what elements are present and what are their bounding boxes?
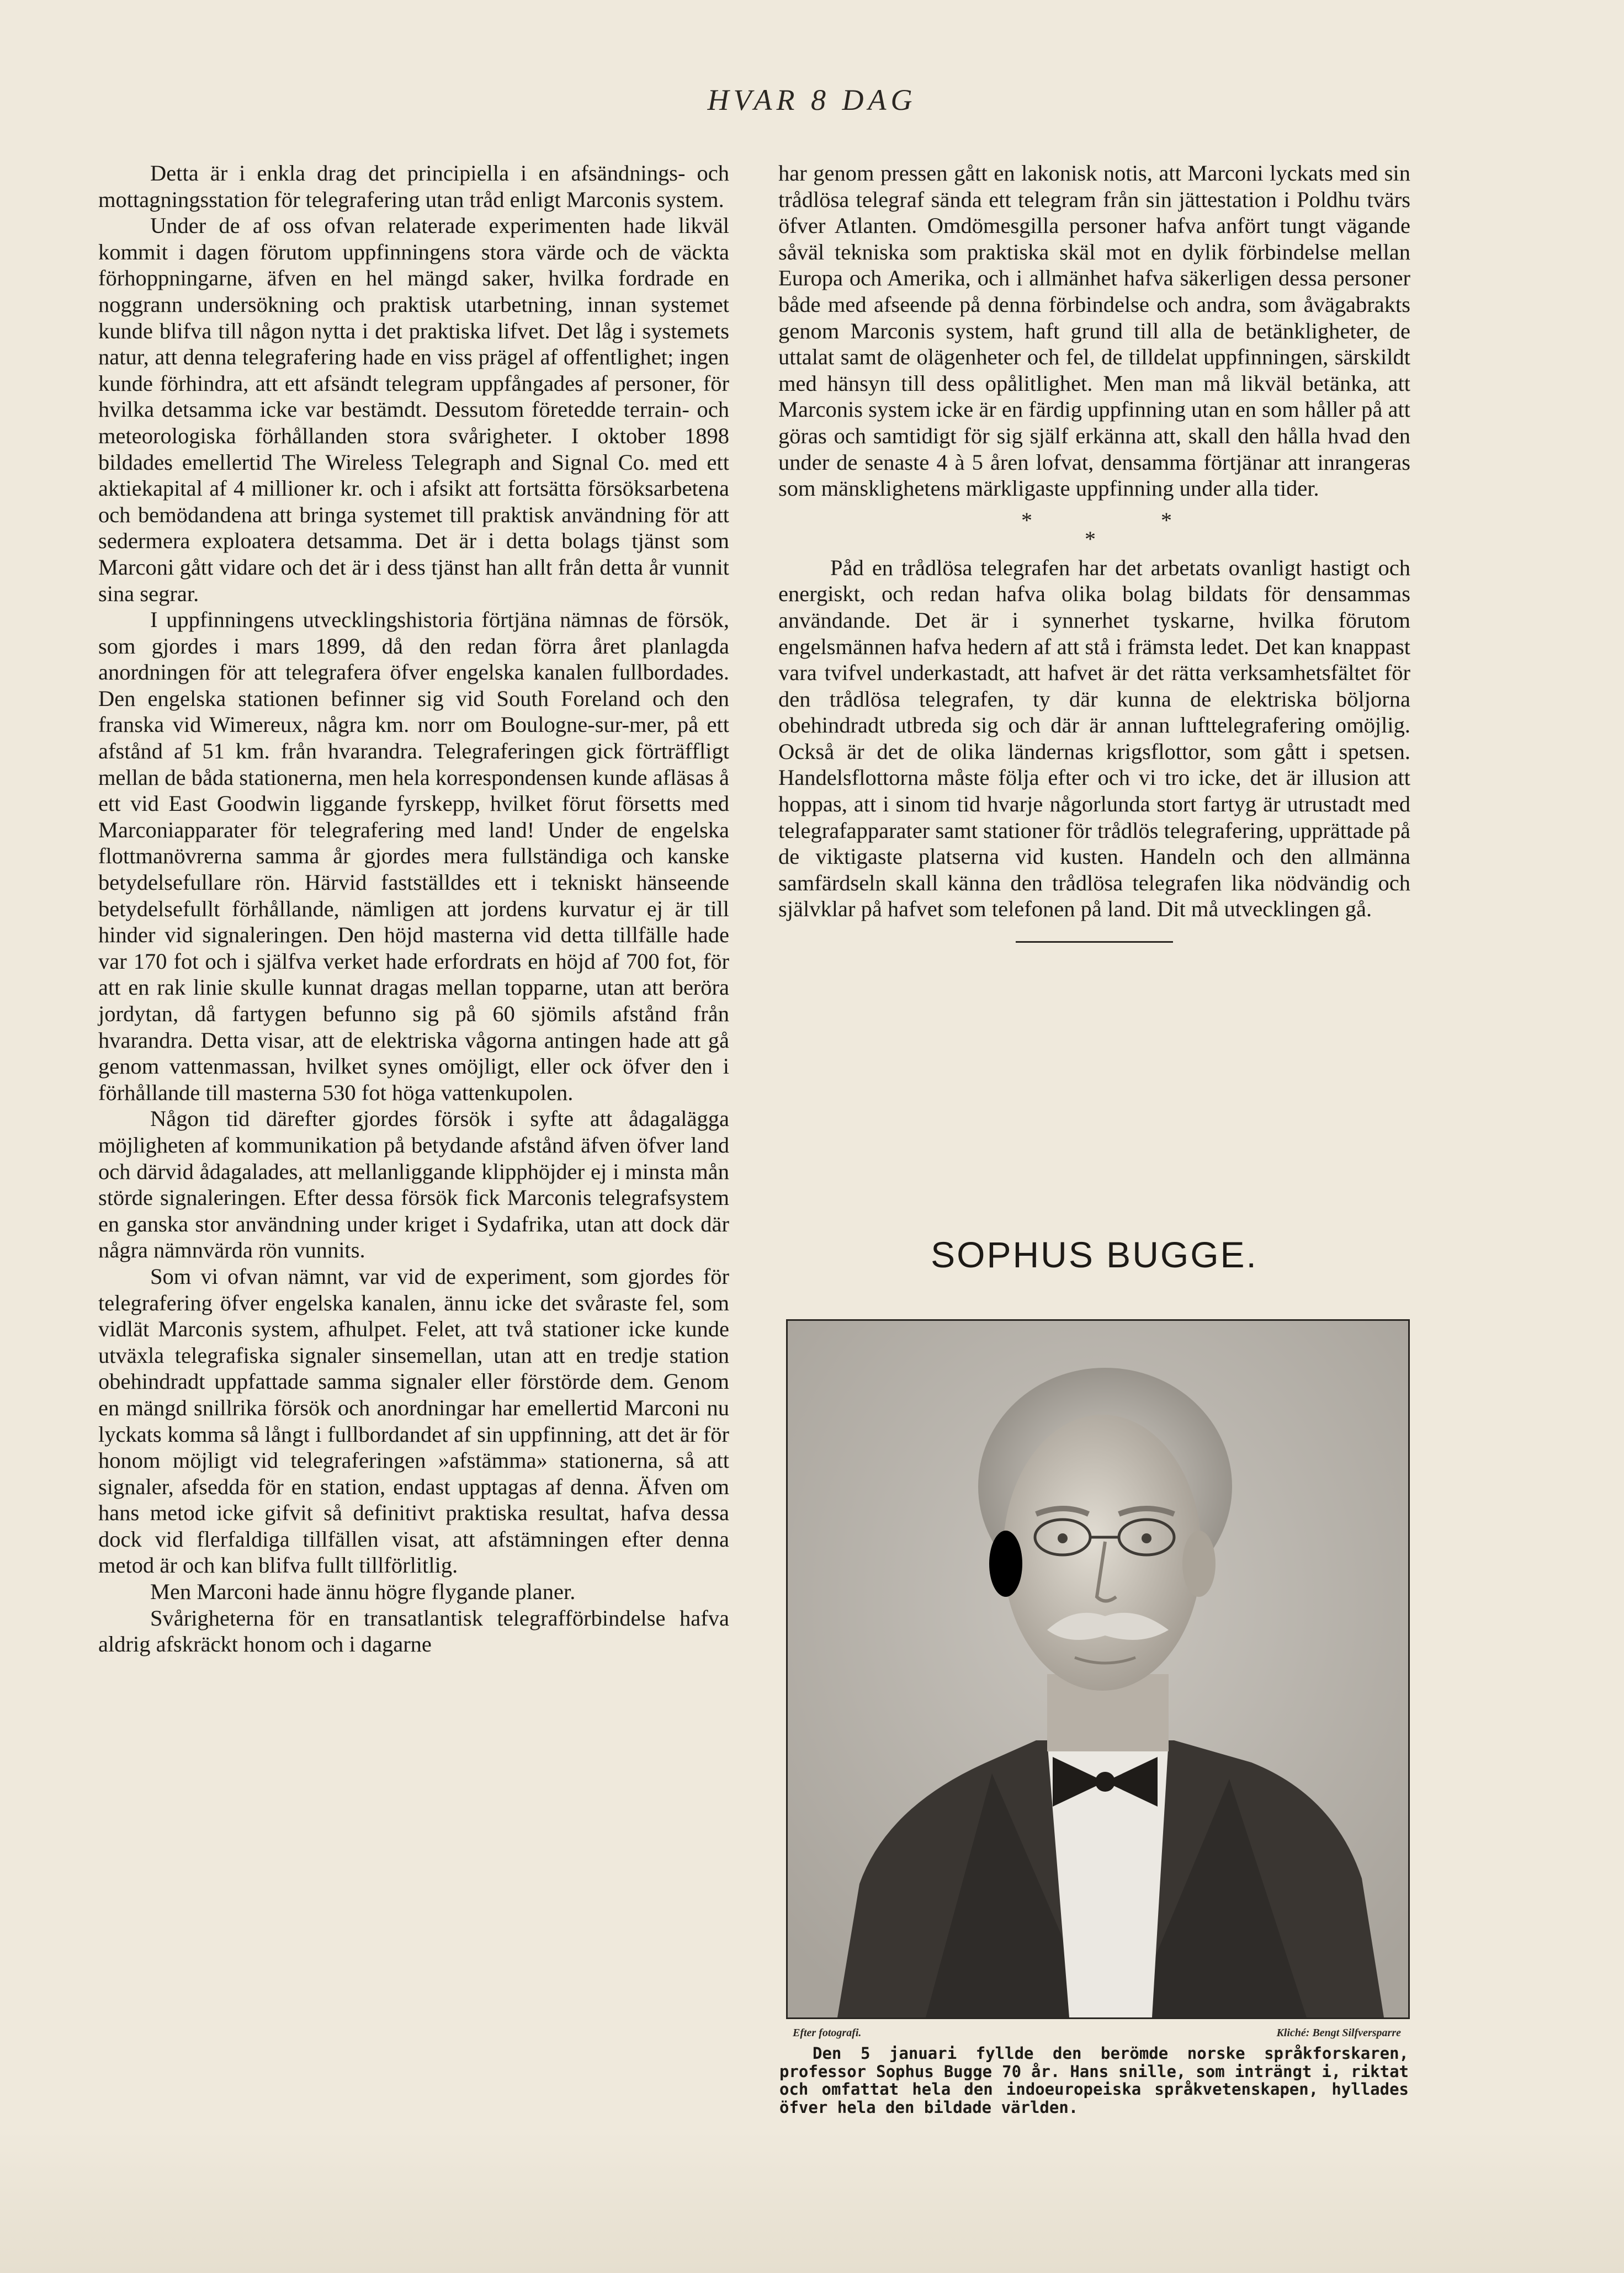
paragraph: Någon tid därefter gjordes försök i syfte att ådagalägga möjligheten af kommunikation på betydande afstånd äfven öfver land och därvid ådagalades, att mellanliggande klipphöjder ej i minsta mån störde signaleringen. Efter dessa försök fick Marconis telegrafsystem en ganska stor användning under kriget i Sydafrika, utan att dock där några nämnvärda rön vunnits. [98,1106,729,1263]
star-glyph: * [1021,507,1032,533]
paragraph: Men Marconi hade ännu högre flygande planer. [150,1579,576,1605]
paragraph: Under de af oss ofvan relaterade experimenten hade likväl kommit i dagen förutom uppfinningens stora värde och de väckta förhoppningarne, äfven en hel mängd saker, hvilka fordrade en noggrann undersökning och praktisk utarbetning, innan systemet kunde blifva till någon nytta i det praktiska lifvet. Det låg i systemets natur, att denna telegrafering hade en viss prägel af offentlighet; ingen kunde förhindra, att ett afsändt telegram uppfångades af personer, för hvilka detsamma icke var bestämdt. Dessutom företedde terrain- och meteorologiska förhållanden stora svårigheter. I oktober 1898 bildades emellertid The Wireless Telegraph and Signal Co. med ett aktiekapital af 4 millioner kr. och i afsikt att fortsätta försöksarbetena och bemödandena att bringa systemet till praktisk användning för att sedermera exploatera detsamma. Det är i detta bolags tjänst som Marconi gått vidare och det är i dess tjänst han allt från detta år vunnit sina segrar. [98,213,729,606]
photo-caption [779,2044,1409,2116]
paragraph: har genom pressen gått en lakonisk notis, att Marconi lyckats med sin trådlösa telegraf sända ett telegram från sin jättestation i Poldhu tvärs öfver Atlanten. Omdömesgilla personer hafva anfört tungt vägande såväl tekniska som praktiska skäl mot en dylik förbindelse mellan Europa och Amerika, och i allmänhet hafva säkerligen dessa personer både med afseende på denna förbindelse och andra, som åvägabrakts genom Marconis system, haft grund till alla de betänkligheter, de uttalat samt de olägenheter och fel, de tilldelat uppfinningen, särskildt med hänsyn till dess opålitlighet. Men man må likväl betänka, att Marconis system icke är en färdig uppfinning utan en som håller på att göras och samtidigt för sig själf erkänna att, skall den hålla hvad den under de senaste 4 à 5 åren lofvat, densamma förtjänar att inrangeras som mänsklighetens märkligaste uppfinning under alla tider. [778,161,1410,501]
star-glyph: * [1161,507,1172,533]
left-column [98,160,729,1658]
article-heading: SOPHUS BUGGE. [931,1234,1258,1275]
right-column [778,160,1410,943]
paragraph: Detta är i enkla drag det principiella i en afsändnings- och mottagningsstation för telegrafering utan tråd enligt Marconis system. [98,161,729,212]
portrait-photo [786,1319,1410,2019]
running-head: HVAR 8 DAG [707,83,917,116]
photo-credit-right: Kliché: Bengt Silfversparre [1276,2027,1401,2039]
paragraph: I uppfinningens utvecklingshistoria förtjäna nämnas de försök, som gjordes i mars 1899, då den redan förra året planlagda anordningen för att telegrafera öfver engelska kanalen fullbordades. Den engelska stationen befinner sig vid South Foreland och den franska vid Wimereux, några km. norr om Boulogne-sur-mer, på ett afstånd af 51 km. från hvarandra. Telegraferingen gick förträffligt mellan de båda stationerna, men hela korrespondensen kunde afläsas å ett vid East Goodwin liggande fyrskepp, hvilket förut försetts med Marconiapparater för telegrafering med land! Under de engelska flottmanövrerna samma år gjordes mera fullständiga och kanske betydelsefullare rön. Härvid fastställdes ett i tekniskt hänseende betydelsefullt förhållande, nämligen att jordens kurvatur ej är till hinder vid signaleringen. Den höjd masterna vid detta tillfälle hade var 170 fot och i själfva verket hade erfordrats en höjd af 700 fot, för att en rak linie skulle kunnat dragas mellan topparne, utan att beröra jordytan, då fartygen befunno sig på 60 sjömils afstånd från hvarandra. Detta visar, att de elektriska vågorna antingen hade att gå genom vattenmassan, hvilket synes omöjligt, eller ock öfver den i förhållande till masterna 530 fot höga vattenkupolen. [98,607,729,1105]
section-break-stars [778,502,1410,555]
caption-text: Den 5 januari fyllde den berömde norske språkforskaren, professor Sophus Bugge 70 år. Hans snille, som inträngt i, riktat och omfattat hela den indoeuropeiska språkvetenskapen, hyllades öfver hela den bildade världen. [779,2044,1409,2117]
paragraph: Påd en trådlösa telegrafen har det arbetats ovanligt hastigt och energiskt, och redan hafva olika bolag bildats för densammas användande. Det är i synnerhet tyskarne, hvilka förutom engelsmännen hafva hedern af att stå i främsta ledet. Det kan knappast vara tvifvel underkastadt, att hafvet är det rätta verksamhetsfältet för den trådlösa telegrafen, ty där kunna de elektriska böljorna obehindradt utbreda sig och där är annan lufttelegrafering omöjlig. Också är det de olika ländernas krigsflottor, som gått i spetsen. Handelsflottorna måste följa efter och vi tro icke, det är illusion att hoppas, att i sinom tid hvarje någorlunda stort fartyg är utrustadt med telegrafapparater samt stationer för trådlös telegrafering, upprättade på de viktigaste platserna vid kusten. Handeln och den allmänna samfärdseln skall känna den trådlösa telegrafen lika nödvändig och självklar på hafvet som telefonen på land. Dit må utvecklingen gå. [778,555,1410,922]
divider-rule [1016,941,1173,943]
photo-credit-left: Efter fotografi. [793,2027,862,2039]
star-glyph: * [1085,526,1096,551]
paragraph: Svårigheterna för en transatlantisk telegrafförbindelse hafva aldrig afskräckt honom och i dagarne [98,1605,729,1657]
paragraph: Som vi ofvan nämnt, var vid de experiment, som gjordes för telegrafering öfver engelska kanalen, ännu icke det svåraste fel, som vidlät Marconis system, afhulpet. Felet, att två stationer icke kunde utväxla telegrafiska signaler sinsemellan, utan att en tredje station obehindradt uppfattade samma signaler eller förstörde dem. Genom en mängd snillrika försök och anordningar har emellertid Marconi nu lyckats komma så långt i fullbordandet af sin uppfinning, att det är för honom möjligt vid telegraferingen »afstämma» stationerna, så att signaler, afsedda för en station, endast upptagas af denna. Äfven om hans metod icke gifvit så definitivt praktiska resultat, hafva dessa dock vid flerfaldiga tillfällen visat, att afstämningen efter denna metod är och kan blifva fullt tillförlitlig. [98,1263,729,1578]
